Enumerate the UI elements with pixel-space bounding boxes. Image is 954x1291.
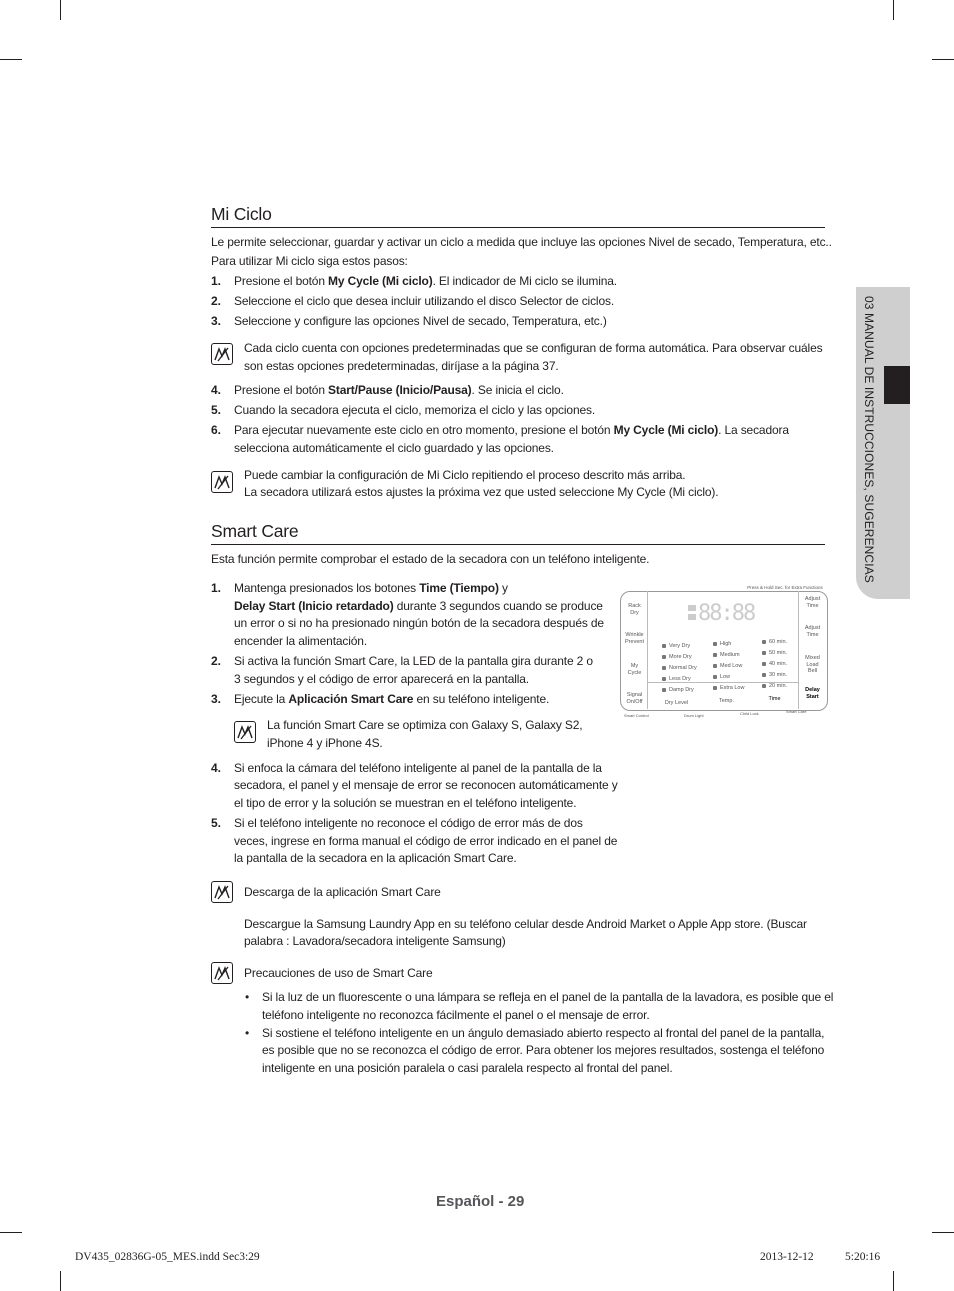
step-number: 2.	[211, 654, 222, 668]
download-title: Descarga de la aplicación Smart Care	[244, 885, 441, 899]
panel-btn-signal: Signal On/Off	[626, 692, 643, 705]
note-text: Cada ciclo cuenta con opciones predeterminadas que se configuran de forma automática. Para observar cuáles	[244, 341, 823, 355]
control-panel-illustration: Press & Hold Sec. for Extra Functions Rack Dry Wrinkle Prevent My Cycle Signal On/Off Adjust Time Adjust Time Mixed Load Bell Delay Start 88:88 Very Dry More Dry Normal Dry Less Dry Damp Dry High Medium Med Low Low Extra Low 60 min. 50 min. 40 min. 30 min. 20 min. Dry Level Temp. Time Smart Control Drum Light Child Lock Smart Care	[620, 585, 828, 721]
crop-mark	[0, 1232, 22, 1233]
step-number: 1.	[211, 274, 222, 288]
step-text: Seleccione el ciclo que desea incluir utilizando el disco Selector de ciclos.	[234, 294, 614, 308]
step-text: Cuando la secadora ejecuta el ciclo, memoriza el ciclo y las opciones.	[234, 403, 596, 417]
panel-note: Drum Light	[684, 713, 704, 718]
crop-mark	[893, 0, 894, 20]
panel-btn-time: Time	[768, 696, 781, 702]
note-icon	[211, 881, 233, 903]
crop-mark	[893, 1271, 894, 1291]
step-number: 4.	[211, 761, 222, 775]
step-text: Presione el botón My Cycle (Mi ciclo). El indicador de Mi ciclo se ilumina.	[234, 274, 617, 288]
panel-btn-adjust-time-down: Adjust Time	[804, 625, 821, 638]
step-number: 1.	[211, 581, 222, 595]
page-number: Español - 29	[436, 1193, 525, 1210]
bullet-text: teléfono inteligente no reconozca fácilmente el panel o el mensaje de error.	[262, 1008, 650, 1022]
panel-btn-my-cycle: My Cycle	[627, 663, 642, 676]
section-tab-marker	[884, 366, 910, 404]
mi-ciclo-intro-line: Le permite seleccionar, guardar y activar un ciclo a medida que incluye las opciones Nivel de secado, Temperatura, etc..	[211, 235, 832, 249]
smart-care-intro: Esta función permite comprobar el estado de la secadora con un teléfono inteligente.	[211, 552, 650, 566]
step-text: Mantenga presionados los botones Time (Tiempo) y	[234, 581, 508, 595]
panel-note: Smart Care	[786, 709, 807, 714]
step-text: Seleccione y configure las opciones Nivel de secado, Temperatura, etc.)	[234, 314, 607, 328]
crop-mark	[60, 0, 61, 20]
bullet: •	[245, 990, 250, 1004]
note-icon	[234, 721, 256, 743]
slug-time: 5:20:16	[845, 1251, 881, 1263]
step-text: el tipo de error y la solución se muestran en el teléfono inteligente.	[234, 796, 577, 810]
note-icon	[211, 343, 233, 365]
note-text: La secadora utilizará estos ajustes la próxima vez que usted seleccione My Cycle (Mi ciclo).	[244, 485, 719, 499]
step-text: Si enfoca la cámara del teléfono inteligente al panel de la pantalla de la	[234, 761, 602, 775]
step-text: la pantalla de la secadora en la aplicación Smart Care.	[234, 851, 517, 865]
panel-btn-dry-level: Dry Level	[664, 700, 689, 706]
panel-btn-delay-start: Delay Start	[805, 687, 820, 700]
note-text: iPhone 4 y iPhone 4S.	[267, 736, 383, 750]
step-number: 5.	[211, 816, 222, 830]
step-text: 3 segundos y el código de error aparecerá en la pantalla.	[234, 672, 529, 686]
file-slug: DV435_02836G-05_MES.indd Sec3:29	[75, 1251, 260, 1263]
section-tab-label: 03 MANUAL DE INSTRUCCIONES, SUGERENCIAS	[862, 296, 876, 583]
step-number: 3.	[211, 314, 222, 328]
step-text: Para ejecutar nuevamente este ciclo en otro momento, presione el botón My Cycle (Mi ciclo). La secadora	[234, 423, 789, 437]
step-text: encender la alimentación.	[234, 634, 368, 648]
crop-mark	[932, 59, 954, 60]
smart-care-title: Smart Care	[211, 521, 825, 545]
panel-note: Smart Control	[624, 713, 649, 718]
note-text: Puede cambiar la configuración de Mi Ciclo repitiendo el proceso descrito más arriba.	[244, 468, 686, 482]
note-text: son estas opciones predeterminadas, diríjase a la página 37.	[244, 359, 559, 373]
bullet-text: Si sostiene el teléfono inteligente en un ángulo demasiado abierto respecto al frontal del panel de la pantalla,	[262, 1026, 825, 1040]
mi-ciclo-title: Mi Ciclo	[211, 204, 825, 228]
step-text: Ejecute la Aplicación Smart Care en su teléfono inteligente.	[234, 692, 550, 706]
step-number: 3.	[211, 692, 222, 706]
step-text: Si el teléfono inteligente no reconoce el código de error más de dos	[234, 816, 583, 830]
step-text: veces, ingrese en forma manual el código de error indicado en el panel de	[234, 834, 618, 848]
precautions-title: Precauciones de uso de Smart Care	[244, 966, 433, 980]
step-text: Presione el botón Start/Pause (Inicio/Pausa). Se inicia el ciclo.	[234, 383, 564, 397]
step-text: secadora, el panel y el mensaje de error se reconocen automáticamente y	[234, 778, 618, 792]
step-number: 6.	[211, 423, 222, 437]
panel-btn-temp: Temp.	[719, 698, 734, 704]
bullet-text: inteligente en una posición paralela o casi paralela respecto al frontal del panel.	[262, 1061, 673, 1075]
download-text: Descargue la Samsung Laundry App en su teléfono celular desde Android Market o Apple App store. (Buscar	[244, 917, 807, 931]
step-text: Si activa la función Smart Care, la LED de la pantalla gira durante 2 o	[234, 654, 593, 668]
step-number: 4.	[211, 383, 222, 397]
note-icon	[211, 471, 233, 493]
bullet-text: es posible que no se reconozca el código de error. Para obtener los mejores resultados, sostenga el teléfono	[262, 1043, 825, 1057]
bullet: •	[245, 1026, 250, 1040]
panel-display: 88:88	[698, 601, 755, 626]
download-text: palabra : Lavadora/secadora inteligente Samsung)	[244, 934, 506, 948]
note-icon	[211, 962, 233, 984]
panel-btn-mixed-load: Mixed Load Bell	[805, 655, 820, 674]
slug-date: 2013-12-12	[760, 1251, 814, 1263]
step-text: selecciona automáticamente el ciclo guardado y las opciones.	[234, 441, 554, 455]
step-number: 2.	[211, 294, 222, 308]
note-text: La función Smart Care se optimiza con Galaxy S, Galaxy S2,	[267, 718, 583, 732]
bullet-text: Si la luz de un fluorescente o una lámpara se refleja en el panel de la pantalla de la lavadora, es posible que el	[262, 990, 834, 1004]
crop-mark	[932, 1232, 954, 1233]
step-text: un error o si no ha presionado ningún botón de la secadora después de	[234, 616, 604, 630]
panel-top-note: Press & Hold Sec. for Extra Functions	[747, 585, 823, 590]
step-number: 5.	[211, 403, 222, 417]
crop-mark	[0, 59, 22, 60]
step-text: Delay Start (Inicio retardado) durante 3 segundos cuando se produce	[234, 599, 603, 613]
mi-ciclo-intro-line: Para utilizar Mi ciclo siga estos pasos:	[211, 254, 408, 268]
panel-btn-wrinkle-prevent: Wrinkle Prevent	[625, 632, 644, 645]
crop-mark	[60, 1271, 61, 1291]
panel-btn-adjust-time-up: Adjust Time	[804, 596, 821, 609]
panel-note: Child Lock	[740, 711, 759, 716]
panel-btn-rack-dry: Rack Dry	[628, 603, 641, 616]
